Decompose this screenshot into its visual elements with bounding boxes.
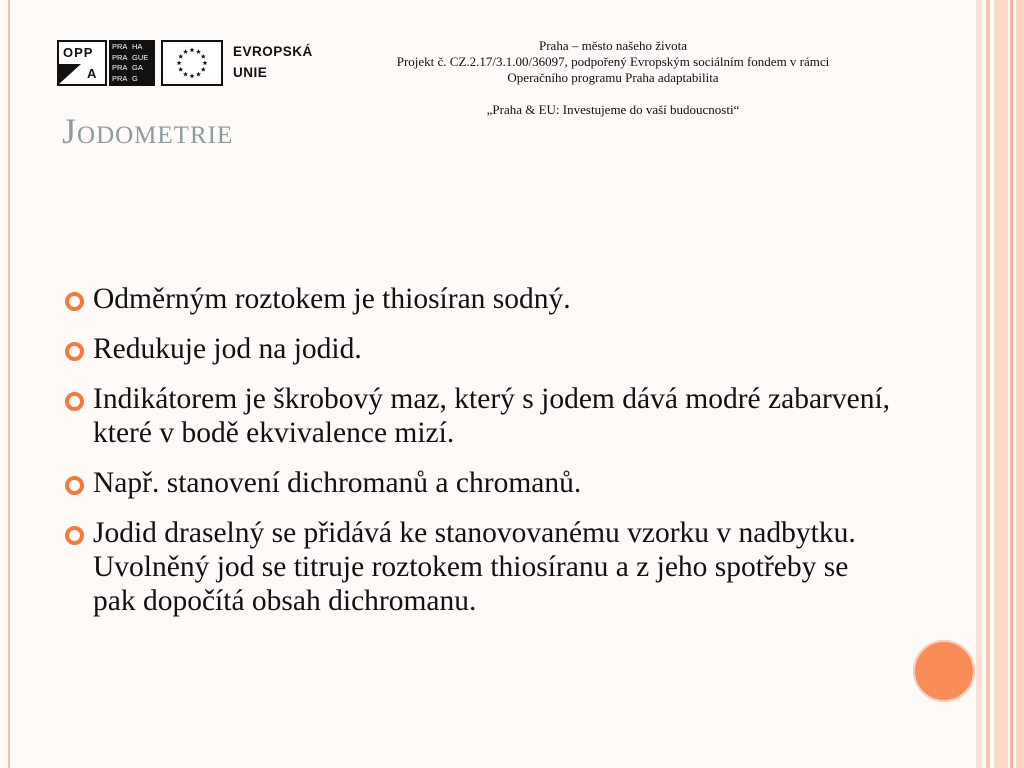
prague-logo-cell: PRA — [112, 63, 128, 72]
eu-star-icon — [196, 72, 201, 77]
bullet-text: Jodid draselný se přidává ke stanovovanému vzorku v nadbytku. Uvolněný jod se titruje roztokem thiosíranu a z jeho spotřeby se pak dopočítá obsah dichromanu. — [93, 517, 856, 617]
prague-logo-cell: GA — [132, 63, 143, 72]
prague-logo-cell: PRA — [112, 73, 128, 83]
ring-bullet-icon — [65, 476, 84, 495]
accent-circle — [913, 640, 975, 702]
prague-logo-cell: HA — [132, 42, 143, 51]
ring-bullet-icon — [65, 292, 84, 311]
ring-bullet-icon — [65, 342, 84, 361]
oppa-logo-box — [57, 40, 107, 86]
oppa-logo-text-top: OPP — [63, 45, 94, 60]
oppa-logo-text-bottom: A — [87, 66, 98, 81]
eu-star-icon — [196, 49, 201, 54]
eu-star-icon — [201, 67, 206, 72]
eu-star-icon — [201, 54, 206, 59]
eu-star-icon — [177, 60, 182, 65]
project-info-line: Praha – město našeho života — [538, 38, 687, 53]
prague-logo — [109, 40, 155, 86]
bullet-item — [62, 332, 892, 366]
eu-star-icon — [190, 47, 195, 52]
stripe — [1010, 0, 1013, 768]
eu-star-icon — [178, 67, 183, 72]
prague-logo-cell: GUE — [132, 52, 149, 62]
bullet-text: Odměrným roztokem je thiosíran sodný. — [93, 283, 571, 315]
project-info-line: Operačního programu Praha adaptabilita — [507, 70, 719, 85]
eu-star-icon — [183, 49, 188, 54]
project-motto: „Praha & EU: Investujeme do vaší budoucnosti“ — [486, 102, 740, 117]
stripe — [994, 0, 1008, 768]
oppa-triangle-icon — [59, 64, 81, 84]
right-decorative-stripes — [976, 0, 1024, 768]
eu-star-icon — [178, 54, 183, 59]
eu-star-icon — [183, 72, 188, 77]
oppa-logo — [57, 40, 155, 86]
bullet-item — [62, 516, 892, 618]
eu-logo — [161, 40, 321, 86]
bullet-text: Např. stanovení dichromanů a chromanů. — [93, 467, 582, 499]
bullet-item — [62, 282, 892, 316]
slide-title: Jodometrie — [62, 111, 234, 151]
stripe — [986, 0, 990, 768]
bullet-text: Redukuje jod na jodid. — [93, 333, 362, 365]
prague-logo-cell: PRA — [112, 52, 128, 62]
eu-star-icon — [190, 73, 195, 78]
project-info — [340, 38, 886, 118]
bullet-item — [62, 466, 892, 500]
ring-bullet-icon — [65, 526, 84, 545]
bullet-item — [62, 382, 892, 450]
prague-logo-cell: G — [132, 73, 138, 83]
left-border-rule — [8, 0, 10, 768]
eu-logo-text-top: EVROPSKÁ — [233, 44, 313, 59]
bullet-list — [62, 282, 892, 634]
prague-logo-cell: PRA — [112, 42, 128, 51]
eu-stars-icon — [161, 40, 223, 86]
bullet-text: Indikátorem je škrobový maz, který s jodem dává modré zabarvení, které v bodě ekvivalence mizí. — [93, 383, 891, 449]
stripe — [976, 0, 982, 768]
eu-star-icon — [203, 60, 208, 65]
project-info-line: Projekt č. CZ.2.17/3.1.00/36097, podpořený Evropským sociálním fondem v rámci — [396, 54, 830, 69]
eu-logo-text-bottom: UNIE — [233, 65, 268, 80]
ring-bullet-icon — [65, 392, 84, 411]
stripe — [1016, 0, 1024, 768]
